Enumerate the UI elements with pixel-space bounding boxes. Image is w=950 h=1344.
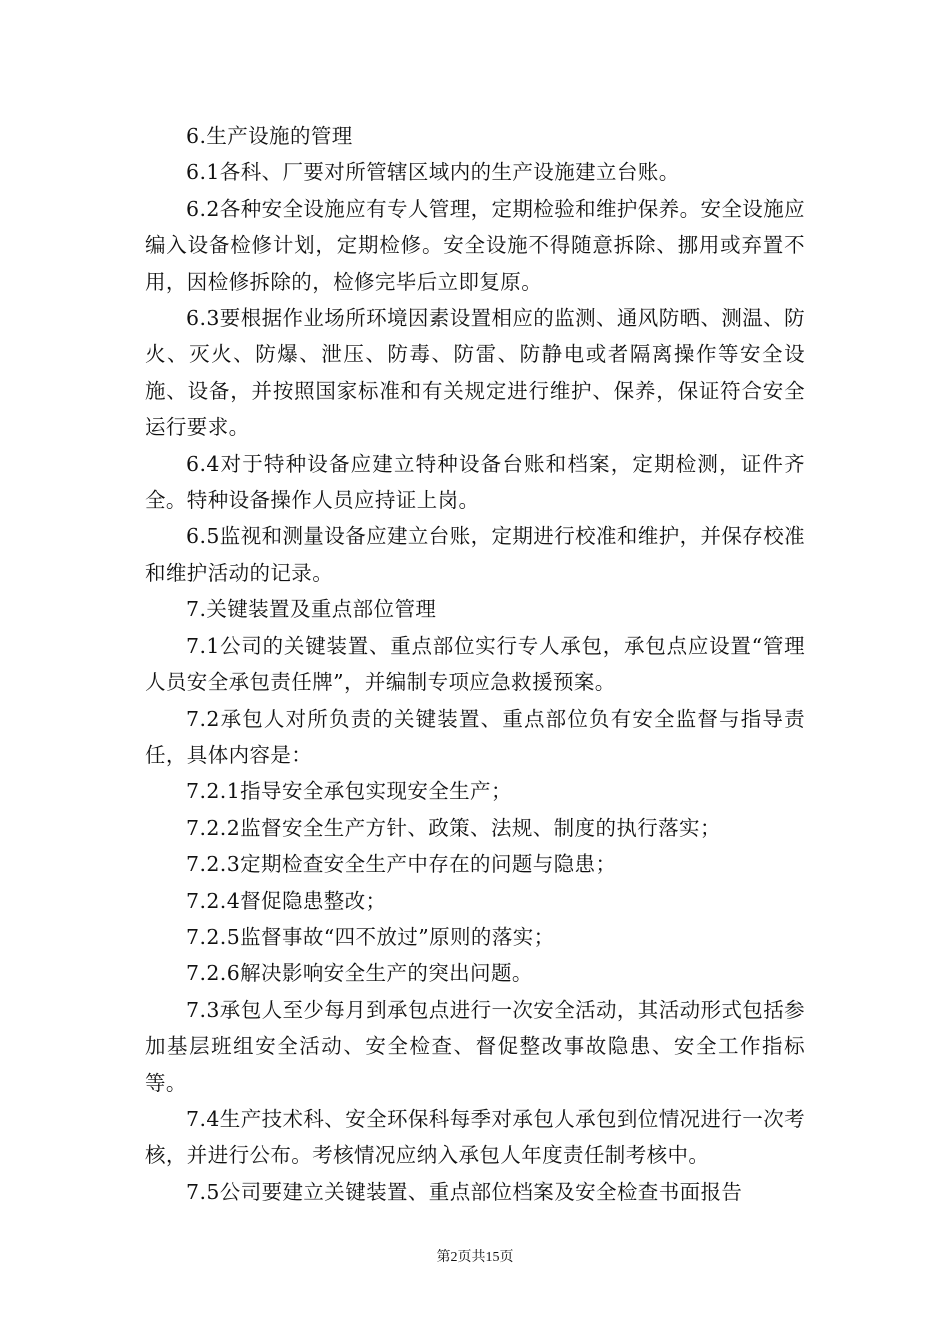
list-item: 7.2.3定期检查安全生产中存在的问题与隐患；: [186, 852, 617, 877]
page-footer: [0, 1247, 950, 1268]
page-number: 2: [450, 1250, 458, 1265]
paragraph: 6.生产设施的管理: [186, 124, 353, 148]
document-body: [145, 118, 805, 1210]
list-item: 7.2.2监督安全生产方针、政策、法规、制度的执行落实；: [186, 815, 721, 840]
footer-suffix: 页: [499, 1249, 514, 1265]
paragraph: 7.3承包人至少每月到承包点进行一次安全活动，其活动形式包括参加基层班组安全活动、安全检查、督促整改事故隐患、安全工作指标等。: [145, 997, 805, 1095]
page-total: 15: [485, 1250, 500, 1265]
list-item: 7.2.4督促隐患整改；: [186, 888, 387, 913]
footer-prefix: 第: [436, 1249, 451, 1265]
paragraph: 7.1公司的关键装置、重点部位实行专人承包，承包点应设置“管理人员安全承包责任牌”，并编制专项应急救援预案。: [145, 633, 805, 695]
paragraph: 7.5公司要建立关键装置、重点部位档案及安全检查书面报告: [186, 1179, 743, 1204]
paragraph: 6.2各种安全设施应有专人管理，定期检验和维护保养。安全设施应编入设备检修计划，定期检修。安全设施不得随意拆除、挪用或弃置不用，因检修拆除的，检修完毕后立即复原。: [145, 196, 805, 294]
paragraph: 6.1各科、厂要对所管辖区域内的生产设施建立台账。: [186, 160, 680, 185]
paragraph: 7.4生产技术科、安全环保科每季对承包人承包到位情况进行一次考核，并进行公布。考核情况应纳入承包人年度责任制考核中。: [145, 1106, 805, 1168]
paragraph: 7.2承包人对所负责的关键装置、重点部位负有安全监督与指导责任，具体内容是：: [145, 706, 805, 767]
list-item: 7.2.6解决影响安全生产的突出问题。: [186, 961, 533, 986]
list-item: 7.2.1指导安全承包实现安全生产；: [186, 779, 512, 804]
footer-middle: 页共: [457, 1249, 486, 1265]
paragraph: 6.5监视和测量设备应建立台账，定期进行校准和维护，并保存校准和维护活动的记录。: [145, 524, 805, 585]
paragraph: 6.4对于特种设备应建立特种设备台账和档案，定期检测，证件齐全。特种设备操作人员应持证上岗。: [145, 451, 805, 513]
paragraph: 6.3要根据作业场所环境因素设置相应的监测、通风防晒、测温、防火、灭火、防爆、泄压、防毒、防雷、防静电或者隔离操作等安全设施、设备，并按照国家标准和有关规定进行维护、保养，保证符合安全运行要求。: [145, 306, 805, 440]
section-heading: 7.关键装置及重点部位管理: [186, 597, 437, 622]
list-item: 7.2.5监督事故“四不放过”原则的落实；: [186, 924, 555, 949]
